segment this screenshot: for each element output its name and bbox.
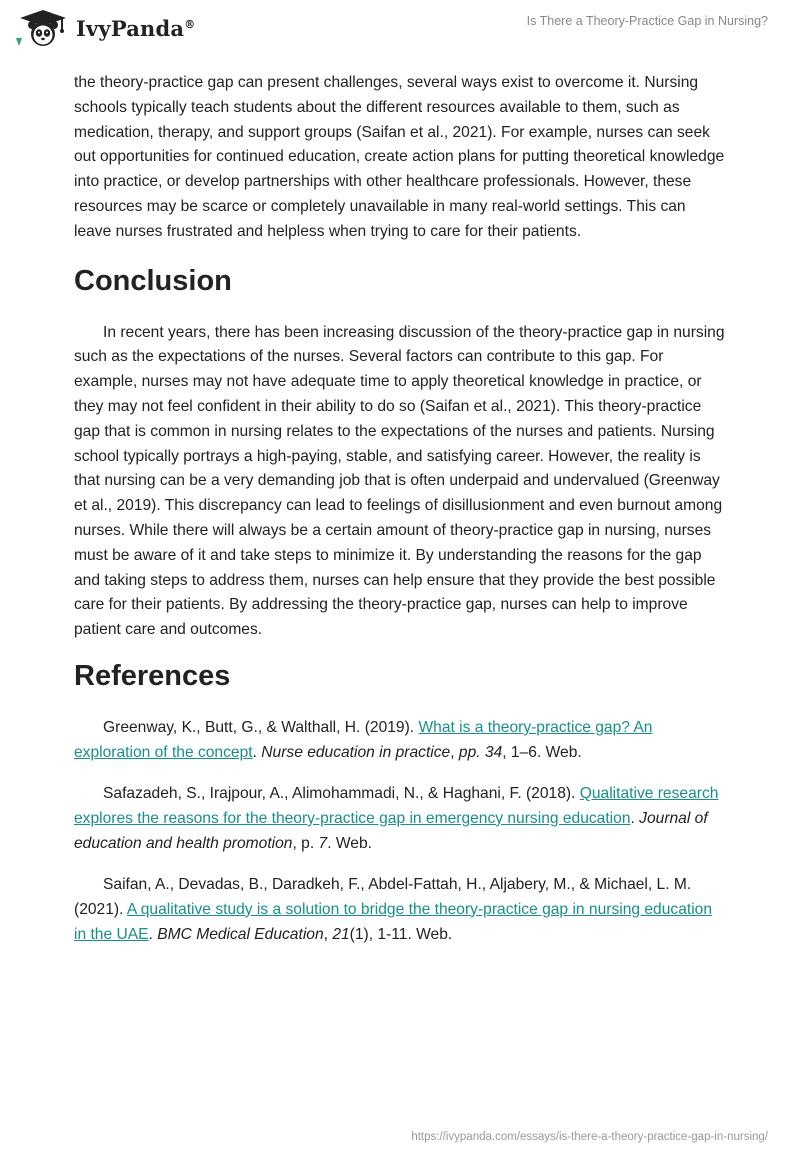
footer-url: https://ivypanda.com/essays/is-there-a-theory-practice-gap-in-nursing/	[411, 1131, 768, 1143]
reference-volume: 21	[332, 925, 350, 943]
reference-middle: , p.	[292, 834, 319, 852]
reference-source: BMC Medical Education	[157, 925, 324, 943]
reference-punct: .	[630, 809, 640, 827]
reference-punct: .	[252, 743, 262, 761]
reference-entry	[74, 716, 726, 766]
reference-middle: ,	[323, 925, 333, 943]
reference-tail: (1), 1-11. Web.	[349, 925, 453, 943]
page-header	[0, 0, 800, 70]
logo-text: IvyPanda®	[76, 15, 196, 41]
conclusion-heading: Conclusion	[74, 264, 232, 297]
reference-authors: Saifan, A., Devadas, B., Daradkeh, F., Abdel-Fattah, H., Aljabery, M., & Michael, L. M. (2021).	[74, 875, 692, 918]
conclusion-paragraph: In recent years, there has been increasing discussion of the theory-practice gap in nursing such as the expectations of the nurses. Several factors can contribute to this gap. For example, nurses may not have adequate time to apply theoretical knowledge in practice, or they may not feel confident in their ability to do so (Saifan et al., 2021). This theory-practice gap that is common in nursing relates to the expectations of the nurses and patients. Nursing school typically portrays a high-paying, stable, and satisfying career. However, the reality is that nursing can be a very demanding job that is often underpaid and undervalued (Greenway et al., 2019). This discrepancy can lead to feelings of disillusionment and even burnout among nurses. While there will always be a certain amount of theory-practice gap in nursing, nurses must be aware of it and take steps to minimize it. By understanding the reasons for the gap and taking steps to address them, nurses can help ensure that they provide the best possible care for their patients. By addressing the theory-practice gap, nurses can help to improve patient care and outcomes.	[74, 323, 725, 639]
reference-tail: . Web.	[327, 834, 372, 852]
reference-link[interactable]: Qualitative research explores the reasons for the theory-practice gap in emergency nursing education	[74, 785, 719, 827]
reference-authors: Greenway, K., Butt, G., & Walthall, H. (2019).	[103, 718, 419, 736]
reference-tail: , 1–6. Web.	[502, 743, 582, 761]
reference-source: Nurse education in practice	[261, 743, 451, 761]
reference-volume: 7	[318, 834, 328, 852]
logo[interactable]	[14, 8, 195, 48]
essay-content	[74, 71, 726, 964]
reference-entry	[74, 873, 726, 947]
intro-paragraph: the theory-practice gap can present challenges, several ways exist to overcome it. Nursing schools typically teach students about the different resources available to them, such as medication, therapy, and support groups (Saifan et al., 2021). For example, nurses can seek out opportunities for continued education, create action plans for putting theoretical knowledge into practice, or develop partnerships with other healthcare professionals. However, these resources may be scarce or completely unavailable in many real-world settings. This can leave nurses frustrated and helpless when trying to care for their patients.	[74, 74, 725, 240]
reference-entry	[74, 782, 726, 856]
panda-graduate-icon	[14, 8, 72, 48]
running-title: Is There a Theory-Practice Gap in Nursing?	[526, 14, 768, 28]
reference-punct: .	[148, 925, 158, 943]
reference-middle: ,	[450, 743, 459, 761]
reference-volume: pp. 34	[458, 743, 503, 761]
reference-link[interactable]: What is a theory-practice gap? An exploration of the concept	[74, 718, 653, 761]
reference-link[interactable]: A qualitative study is a solution to bridge the theory-practice gap in nursing education in the UAE	[74, 900, 713, 943]
reference-source: Journal of education and health promotion	[74, 809, 708, 852]
references-heading: References	[74, 659, 231, 692]
reference-authors: Safazadeh, S., Irajpour, A., Alimohammadi, N., & Haghani, F. (2018).	[103, 785, 580, 803]
